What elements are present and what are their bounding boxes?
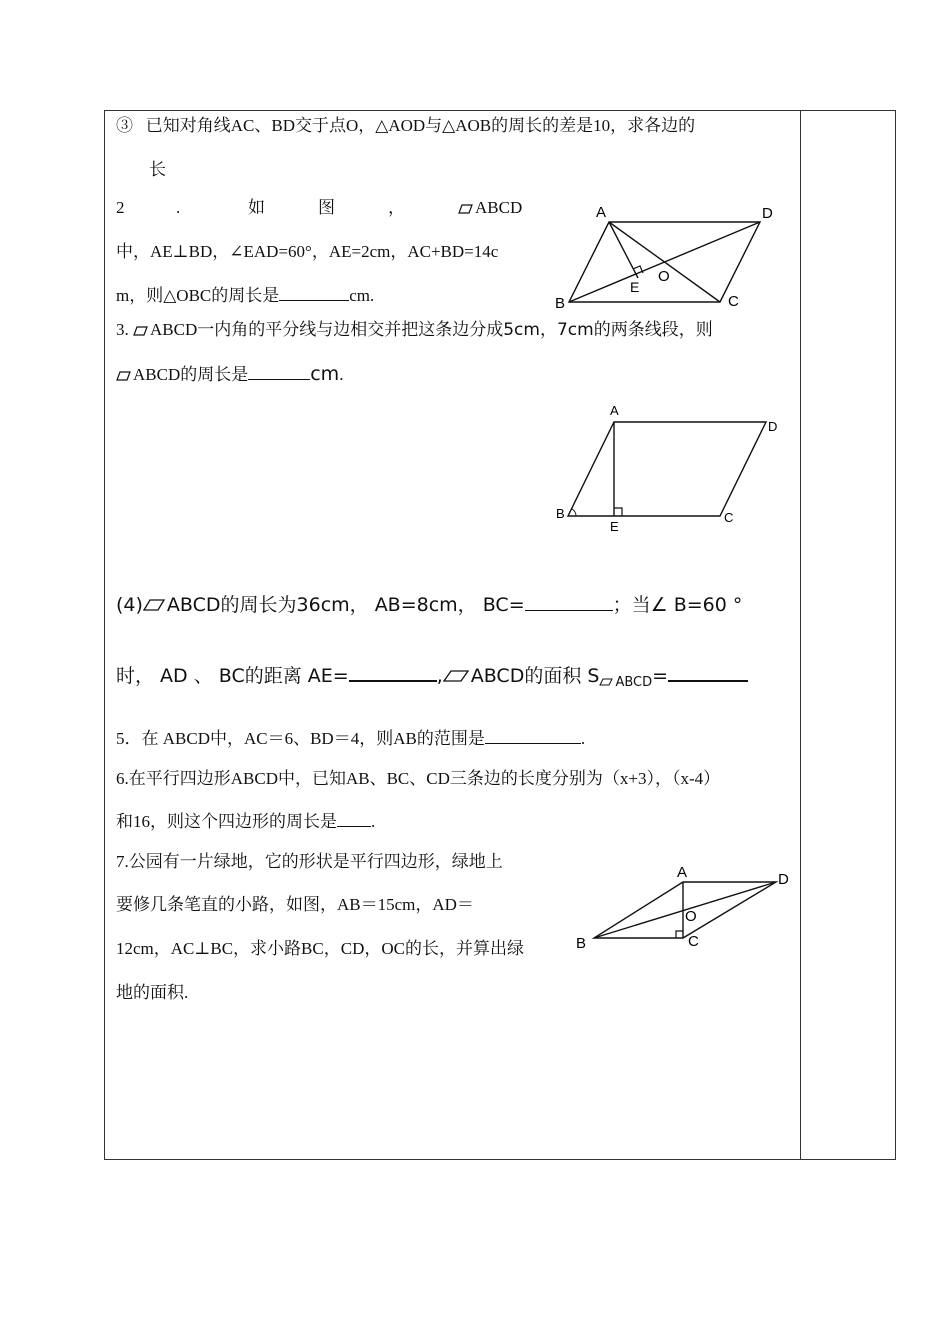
parallelogram-icon — [133, 326, 148, 335]
q3-text2: 的两条线段，则 — [593, 320, 713, 339]
fig1-label-D: D — [762, 205, 773, 222]
answer-blank[interactable] — [668, 660, 748, 682]
q3-end: . — [339, 365, 344, 384]
parallelogram-icon — [143, 599, 165, 611]
fig3-label-A: A — [677, 864, 688, 881]
fig2-label-C: C — [724, 510, 734, 525]
q7-line4: 地的面积. — [116, 983, 189, 1002]
q4-text2: ；当∠ B=60 ° — [612, 594, 743, 616]
q6-end: . — [371, 812, 376, 831]
q2-line3-unit: cm. — [349, 286, 375, 305]
fig1-label-E: E — [630, 279, 640, 295]
q3-value2: 7cm — [556, 320, 594, 340]
fig2-label-A: A — [610, 403, 619, 418]
fig1-label-A: A — [596, 204, 607, 221]
fig1-label-C: C — [728, 293, 739, 310]
q6-line2 — [116, 810, 375, 834]
q3-unit: cm — [310, 363, 340, 385]
fig3-label-D: D — [778, 871, 789, 888]
answer-blank[interactable] — [525, 590, 613, 611]
question-text: 已知对角线AC、BD交于点O，△AOD与△AOB的周长的差是10，求各边的 — [145, 116, 696, 135]
fig2-label-D: D — [768, 419, 778, 434]
answer-blank[interactable] — [349, 660, 437, 682]
parallelogram-icon — [599, 678, 613, 686]
fig1-label-O: O — [658, 268, 670, 285]
question-number: 3. — [116, 320, 129, 339]
question-number: 2 — [116, 198, 125, 217]
q3-circle-line1 — [116, 114, 695, 138]
q2-comma: ， — [388, 198, 405, 217]
q2-line1 — [116, 196, 534, 220]
figure-parallelogram-2 — [550, 400, 790, 536]
q4-area-label: ABCD的面积 S — [470, 665, 600, 687]
q2-dot: . — [176, 198, 181, 217]
q3-line2-text: ABCD的周长是 — [133, 365, 249, 384]
parallelogram-icon — [116, 371, 131, 380]
q4-line2-text: 时， AD 、 BC的距离 AE= — [116, 665, 349, 687]
q2-word1: 如 — [248, 198, 265, 217]
q3-circle-line2: 长 — [149, 160, 166, 179]
fig1-label-B: B — [555, 295, 566, 312]
fig3-label-B: B — [576, 935, 587, 952]
parallelogram-icon — [458, 204, 473, 213]
q5-end: . — [580, 729, 586, 748]
q4-text1: ABCD的周长为36cm， AB=8cm， BC= — [166, 594, 525, 616]
answer-blank[interactable] — [485, 727, 581, 744]
q2-abcd-label: ABCD — [475, 198, 523, 217]
q7-line2: 要修几条笔直的小路，如图，AB＝15cm，AD＝ — [116, 895, 474, 914]
q4-line1 — [116, 590, 742, 617]
q4-equals: = — [652, 665, 669, 687]
q3-line2 — [116, 362, 343, 387]
answer-blank[interactable] — [279, 284, 349, 301]
q3-text1: ABCD一内角的平分线与边相交并把这条边分成 — [150, 320, 504, 339]
fig3-label-C: C — [688, 933, 699, 950]
figure-parallelogram-3 — [570, 860, 798, 960]
fig2-label-B: B — [556, 506, 565, 521]
question-number: ③ — [116, 116, 133, 135]
fig3-label-O: O — [685, 908, 697, 925]
q5-text: 5．在 ABCD中，AC＝6、BD＝4，则AB的范围是 — [116, 729, 485, 748]
q3-sep: ， — [539, 320, 557, 339]
fig2-label-E: E — [610, 519, 619, 534]
q3-line1 — [116, 318, 713, 342]
q2-word2: 图 — [318, 198, 335, 217]
q2-line2: 中，AE⊥BD，∠EAD=60°，AE=2cm，AC+BD=14c — [116, 242, 499, 261]
q6-text: 和16，则这个四边形的周长是 — [116, 812, 337, 831]
q4-comma: , — [436, 665, 443, 687]
question-number: (4) — [116, 594, 143, 616]
q5-line — [116, 727, 585, 751]
q4-line2 — [116, 660, 748, 690]
q7-line1: 7.公园有一片绿地，它的形状是平行四边形，绿地上 — [116, 852, 503, 871]
q2-abcd — [458, 196, 522, 220]
q2-line3 — [116, 284, 374, 308]
answer-blank[interactable] — [337, 810, 371, 827]
column-divider — [800, 110, 801, 1160]
q4-subscript-text: ABCD — [615, 675, 653, 690]
figure-parallelogram-1 — [550, 200, 790, 312]
q6-line1: 6.在平行四边形ABCD中，已知AB、BC、CD三条边的长度分别为（x+3），（x-4） — [116, 769, 721, 788]
q2-line3-text: m，则△OBC的周长是 — [116, 286, 280, 305]
q7-line3: 12cm，AC⊥BC，求小路BC，CD，OC的长，并算出绿 — [116, 939, 524, 958]
answer-blank[interactable] — [248, 363, 310, 380]
parallelogram-icon — [443, 670, 469, 682]
q4-subscript — [599, 675, 652, 690]
q3-value1: 5cm — [503, 320, 540, 340]
